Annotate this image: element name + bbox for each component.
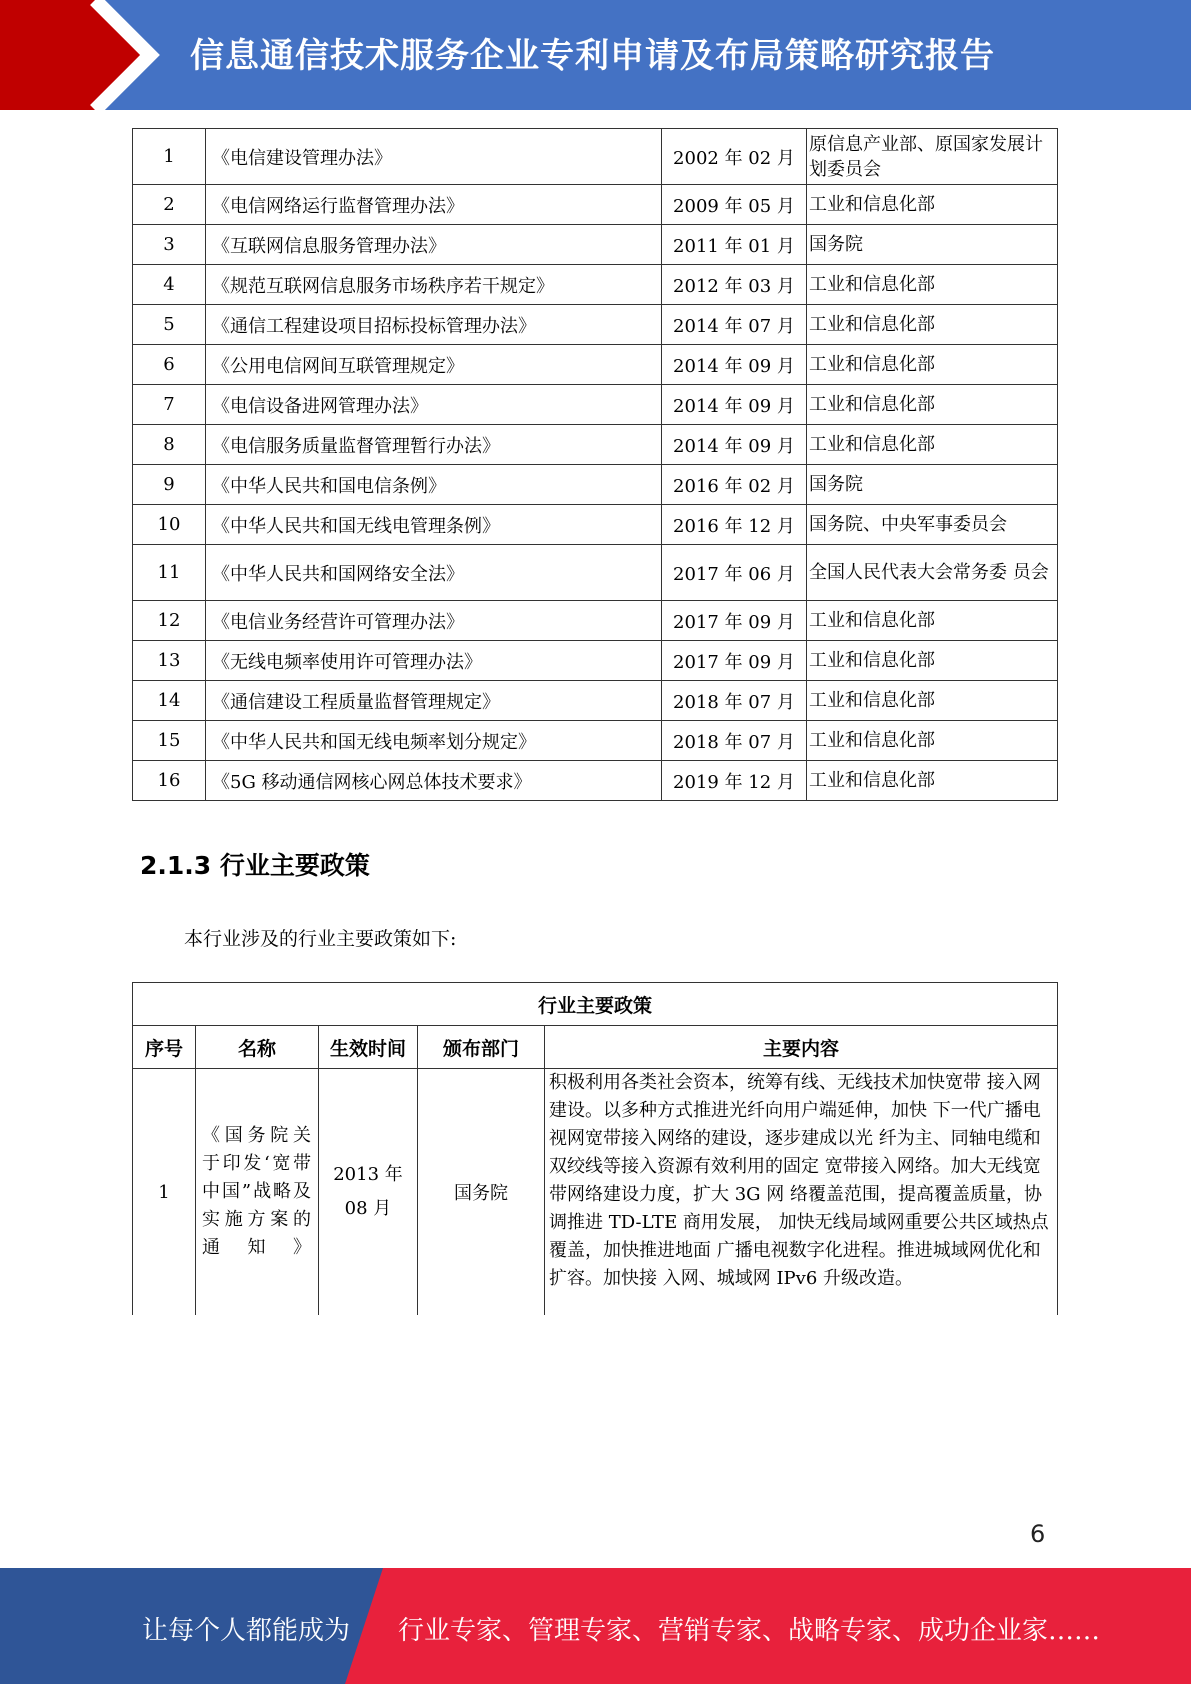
- cell-no: 16: [133, 761, 206, 801]
- cell-dept: 国务院、中央军事委员会: [807, 505, 1058, 545]
- cell-date: 2016 年 12 月: [662, 505, 807, 545]
- cell-date: 2011 年 01 月: [662, 225, 807, 265]
- cell-date: 2019 年 12 月: [662, 761, 807, 801]
- column-header: 主要内容: [545, 1026, 1058, 1069]
- cell-no: 9: [133, 465, 206, 505]
- cell-name: 《电信服务质量监督管理暂行办法》: [206, 425, 662, 465]
- cell-name: 《公用电信网间互联管理规定》: [206, 345, 662, 385]
- cell-name: 《互联网信息服务管理办法》: [206, 225, 662, 265]
- cell-dept: 工业和信息化部: [807, 761, 1058, 801]
- table-row: [133, 385, 1058, 425]
- cell-date: 2013 年 08 月: [319, 1069, 418, 1316]
- cell-dept: 国务院: [807, 465, 1058, 505]
- cell-name: 《电信建设管理办法》: [206, 129, 662, 185]
- cell-name: 《无线电频率使用许可管理办法》: [206, 641, 662, 681]
- cell-dept: 全国人民代表大会常务委 员会: [807, 545, 1058, 601]
- cell-name: 《中华人民共和国电信条例》: [206, 465, 662, 505]
- column-header: 颁布部门: [418, 1026, 545, 1069]
- cell-name: 《通信建设工程质量监督管理规定》: [206, 681, 662, 721]
- cell-date: 2017 年 09 月: [662, 601, 807, 641]
- cell-dept: 工业和信息化部: [807, 345, 1058, 385]
- table-row: [133, 305, 1058, 345]
- cell-no: 3: [133, 225, 206, 265]
- cell-dept: 工业和信息化部: [807, 265, 1058, 305]
- cell-no: 12: [133, 601, 206, 641]
- cell-name: 《国务院关于印发‘宽带中国”战略及实施方案的通知》: [196, 1069, 319, 1316]
- cell-no: 4: [133, 265, 206, 305]
- cell-no: 15: [133, 721, 206, 761]
- cell-no: 7: [133, 385, 206, 425]
- cell-dept: 工业和信息化部: [807, 185, 1058, 225]
- cell-no: 11: [133, 545, 206, 601]
- section-heading: 2.1.3 行业主要政策: [140, 851, 370, 880]
- table-row: [133, 641, 1058, 681]
- table-row: [133, 1069, 1058, 1316]
- cell-name: 《电信网络运行监督管理办法》: [206, 185, 662, 225]
- cell-dept: 工业和信息化部: [807, 601, 1058, 641]
- cell-date: 2009 年 05 月: [662, 185, 807, 225]
- footer-banner: [0, 1568, 1191, 1684]
- cell-dept: 工业和信息化部: [807, 681, 1058, 721]
- table-row: [133, 721, 1058, 761]
- table-row: [133, 761, 1058, 801]
- policy-table: [132, 982, 1058, 1315]
- cell-no: 13: [133, 641, 206, 681]
- laws-table: [132, 128, 1058, 801]
- column-header: 生效时间: [319, 1026, 418, 1069]
- report-title: 信息通信技术服务企业专利申请及布局策略研究报告: [190, 36, 995, 76]
- table-row: [133, 465, 1058, 505]
- cell-date: 2014 年 09 月: [662, 345, 807, 385]
- cell-no: 5: [133, 305, 206, 345]
- table-row: [133, 185, 1058, 225]
- cell-date: 2018 年 07 月: [662, 681, 807, 721]
- cell-name: 《中华人民共和国网络安全法》: [206, 545, 662, 601]
- cell-content: 积极利用各类社会资本，统筹有线、无线技术加快宽带 接入网建设。以多种方式推进光纤向用户端延伸，加快 下一代广播电视网宽带接入网络的建设，逐步建成以光 纤为主、同轴电缆和双绞线等接入资源有效利用的固定 宽带接入网络。加大无线宽带网络建设力度，扩大 3G 网 络覆盖范围，提高覆盖质量，协调推进 TD-LTE 商用发展， 加快无线局域网重要公共区域热点覆盖，加快推进地面 广播电视数字化进程。推进城域网优化和扩容。加快接 入网、城域网 IPv6 升级改造。: [545, 1069, 1058, 1316]
- table-row: [133, 505, 1058, 545]
- column-header: 序号: [133, 1026, 196, 1069]
- cell-date: 2016 年 02 月: [662, 465, 807, 505]
- table-row: [133, 265, 1058, 305]
- section-intro: 本行业涉及的行业主要政策如下:: [184, 928, 457, 950]
- header-banner: [0, 0, 1191, 110]
- cell-no: 10: [133, 505, 206, 545]
- cell-no: 1: [133, 129, 206, 185]
- cell-name: 《通信工程建设项目招标投标管理办法》: [206, 305, 662, 345]
- table-row: [133, 225, 1058, 265]
- page-number: 6: [1030, 1520, 1046, 1548]
- cell-name: 《电信设备进网管理办法》: [206, 385, 662, 425]
- cell-date: 2017 年 09 月: [662, 641, 807, 681]
- cell-date: 2014 年 09 月: [662, 385, 807, 425]
- cell-no: 2: [133, 185, 206, 225]
- cell-dept: 国务院: [418, 1069, 545, 1316]
- table-row: [133, 345, 1058, 385]
- cell-name: 《中华人民共和国无线电频率划分规定》: [206, 721, 662, 761]
- table-row: [133, 425, 1058, 465]
- table-row: [133, 545, 1058, 601]
- footer-slogan-left: 让每个人都能成为: [142, 1616, 351, 1646]
- cell-no: 1: [133, 1069, 196, 1316]
- cell-date: 2017 年 06 月: [662, 545, 807, 601]
- cell-dept: 工业和信息化部: [807, 305, 1058, 345]
- cell-date: 2018 年 07 月: [662, 721, 807, 761]
- cell-dept: 工业和信息化部: [807, 641, 1058, 681]
- cell-dept: 国务院: [807, 225, 1058, 265]
- footer-slogan-right: 行业专家、管理专家、营销专家、战略专家、成功企业家……: [398, 1616, 1101, 1646]
- cell-no: 14: [133, 681, 206, 721]
- cell-dept: 工业和信息化部: [807, 721, 1058, 761]
- cell-dept: 原信息产业部、原国家发展计划委员会: [807, 129, 1058, 185]
- cell-no: 8: [133, 425, 206, 465]
- cell-date: 2014 年 07 月: [662, 305, 807, 345]
- cell-dept: 工业和信息化部: [807, 425, 1058, 465]
- table-row: [133, 681, 1058, 721]
- table-row: [133, 601, 1058, 641]
- cell-date: 2012 年 03 月: [662, 265, 807, 305]
- cell-name: 《5G 移动通信网核心网总体技术要求》: [206, 761, 662, 801]
- cell-date: 2014 年 09 月: [662, 425, 807, 465]
- policy-table-title: 行业主要政策: [133, 983, 1058, 1026]
- cell-no: 6: [133, 345, 206, 385]
- table-row: [133, 129, 1058, 185]
- cell-date: 2002 年 02 月: [662, 129, 807, 185]
- cell-name: 《规范互联网信息服务市场秩序若干规定》: [206, 265, 662, 305]
- column-header: 名称: [196, 1026, 319, 1069]
- cell-dept: 工业和信息化部: [807, 385, 1058, 425]
- cell-name: 《中华人民共和国无线电管理条例》: [206, 505, 662, 545]
- cell-name: 《电信业务经营许可管理办法》: [206, 601, 662, 641]
